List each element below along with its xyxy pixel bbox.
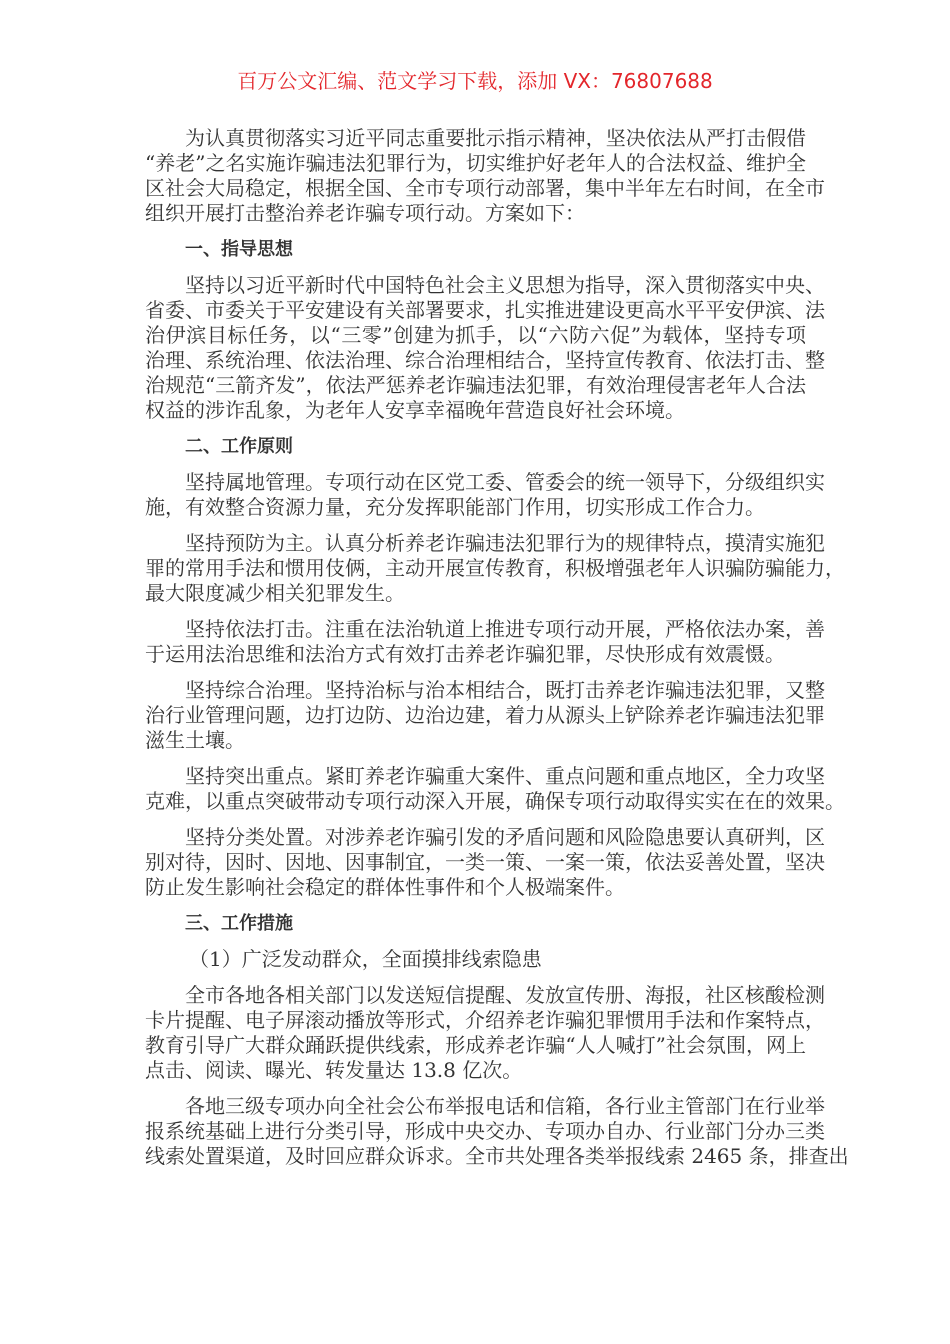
text-line: 施，有效整合资源力量，充分发挥职能部门作用，切实形成工作合力。 <box>145 495 765 519</box>
text-line: 罪的常用手法和惯用伎俩，主动开展宣传教育，积极增强老年人识骗防骗能力， <box>145 556 845 580</box>
paragraph <box>145 983 825 1083</box>
text-line: 点击、阅读、曝光、转发量达 13.8 亿次。 <box>145 1058 523 1082</box>
section-heading <box>145 237 806 262</box>
section-heading <box>145 911 806 936</box>
text-line: 二、工作原则 <box>185 436 293 457</box>
text-line: 全市各地各相关部门以发送短信提醒、发放宣传册、海报，社区核酸检测 <box>185 983 825 1007</box>
paragraph <box>145 531 845 606</box>
text-line: 坚持分类处置。对涉养老诈骗引发的矛盾问题和风险隐患要认真研判，区 <box>185 825 825 849</box>
text-line: 区社会大局稳定，根据全国、全市专项行动部署，集中半年左右时间，在全市 <box>145 176 825 200</box>
subsection-heading <box>145 947 806 972</box>
text-line: 克难，以重点突破带动专项行动深入开展，确保专项行动取得实实在在的效果。 <box>145 789 845 813</box>
text-line: 报系统基础上进行分类引导，形成中央交办、专项办自办、行业部门分办三类 <box>145 1119 825 1143</box>
text-line: 坚持依法打击。注重在法治轨道上推进专项行动开展，严格依法办案，善 <box>185 617 825 641</box>
paragraph <box>145 126 825 226</box>
text-line: 坚持预防为主。认真分析养老诈骗违法犯罪行为的规律特点，摸清实施犯 <box>185 531 825 555</box>
paragraph <box>145 470 825 520</box>
paragraph <box>145 1094 849 1169</box>
text-line: 治规范“三箭齐发”，依法严惩养老诈骗违法犯罪，有效治理侵害老年人合法 <box>145 373 806 397</box>
text-line: 省委、市委关于平安建设有关部署要求，扎实推进建设更高水平平安伊滨、法 <box>145 298 825 322</box>
text-line: 一、指导思想 <box>185 239 293 260</box>
paragraph <box>145 617 825 667</box>
text-line: 滋生土壤。 <box>145 728 245 752</box>
text-line: （1）广泛发动群众，全面摸排线索隐患 <box>189 947 542 971</box>
text-line: 治伊滨目标任务，以“三零”创建为抓手，以“六防六促”为载体，坚持专项 <box>145 323 806 347</box>
text-line: 于运用法治思维和法治方式有效打击养老诈骗犯罪，尽快形成有效震慑。 <box>145 642 785 666</box>
text-line: 三、工作措施 <box>185 913 293 934</box>
text-line: 坚持综合治理。坚持治标与治本相结合，既打击养老诈骗违法犯罪，又整 <box>185 678 825 702</box>
text-line: 为认真贯彻落实习近平同志重要批示指示精神，坚决依法从严打击假借 <box>185 126 806 150</box>
paragraph <box>145 825 825 900</box>
text-line: 线索处置渠道，及时回应群众诉求。全市共处理各类举报线索 2465 条，排查出 <box>145 1144 849 1168</box>
text-line: 坚持突出重点。紧盯养老诈骗重大案件、重点问题和重点地区，全力攻坚 <box>185 764 825 788</box>
text-line: 坚持属地管理。专项行动在区党工委、管委会的统一领导下，分级组织实 <box>185 470 825 494</box>
text-line: 治行业管理问题，边打边防、边治边建，着力从源头上铲除养老诈骗违法犯罪 <box>145 703 825 727</box>
paragraph <box>145 273 825 423</box>
text-line: 卡片提醒、电子屏滚动播放等形式，介绍养老诈骗犯罪惯用手法和作案特点， <box>145 1008 825 1032</box>
text-line: 治理、系统治理、依法治理、综合治理相结合，坚持宣传教育、依法打击、整 <box>145 348 825 372</box>
paragraph <box>145 764 845 814</box>
document-body <box>145 126 849 1180</box>
text-line: 别对待，因时、因地、因事制宜，一类一策、一案一策，依法妥善处置，坚决 <box>145 850 825 874</box>
text-line: 各地三级专项办向全社会公布举报电话和信箱，各行业主管部门在行业举 <box>185 1094 825 1118</box>
watermark-banner: 百万公文汇编、范文学习下载，添加 VX：76807688 <box>237 69 713 93</box>
text-line: 权益的涉诈乱象，为老年人安享幸福晚年营造良好社会环境。 <box>145 398 685 422</box>
paragraph <box>145 678 825 753</box>
text-line: 组织开展打击整治养老诈骗专项行动。方案如下： <box>145 201 585 225</box>
text-line: 教育引导广大群众踊跃提供线索，形成养老诈骗“人人喊打”社会氛围，网上 <box>145 1033 806 1057</box>
text-line: 防止发生影响社会稳定的群体性事件和个人极端案件。 <box>145 875 625 899</box>
text-line: “养老”之名实施诈骗违法犯罪行为，切实维护好老年人的合法权益、维护全 <box>145 151 806 175</box>
text-line: 最大限度减少相关犯罪发生。 <box>145 581 405 605</box>
text-line: 坚持以习近平新时代中国特色社会主义思想为指导，深入贯彻落实中央、 <box>185 273 825 297</box>
section-heading <box>145 434 806 459</box>
